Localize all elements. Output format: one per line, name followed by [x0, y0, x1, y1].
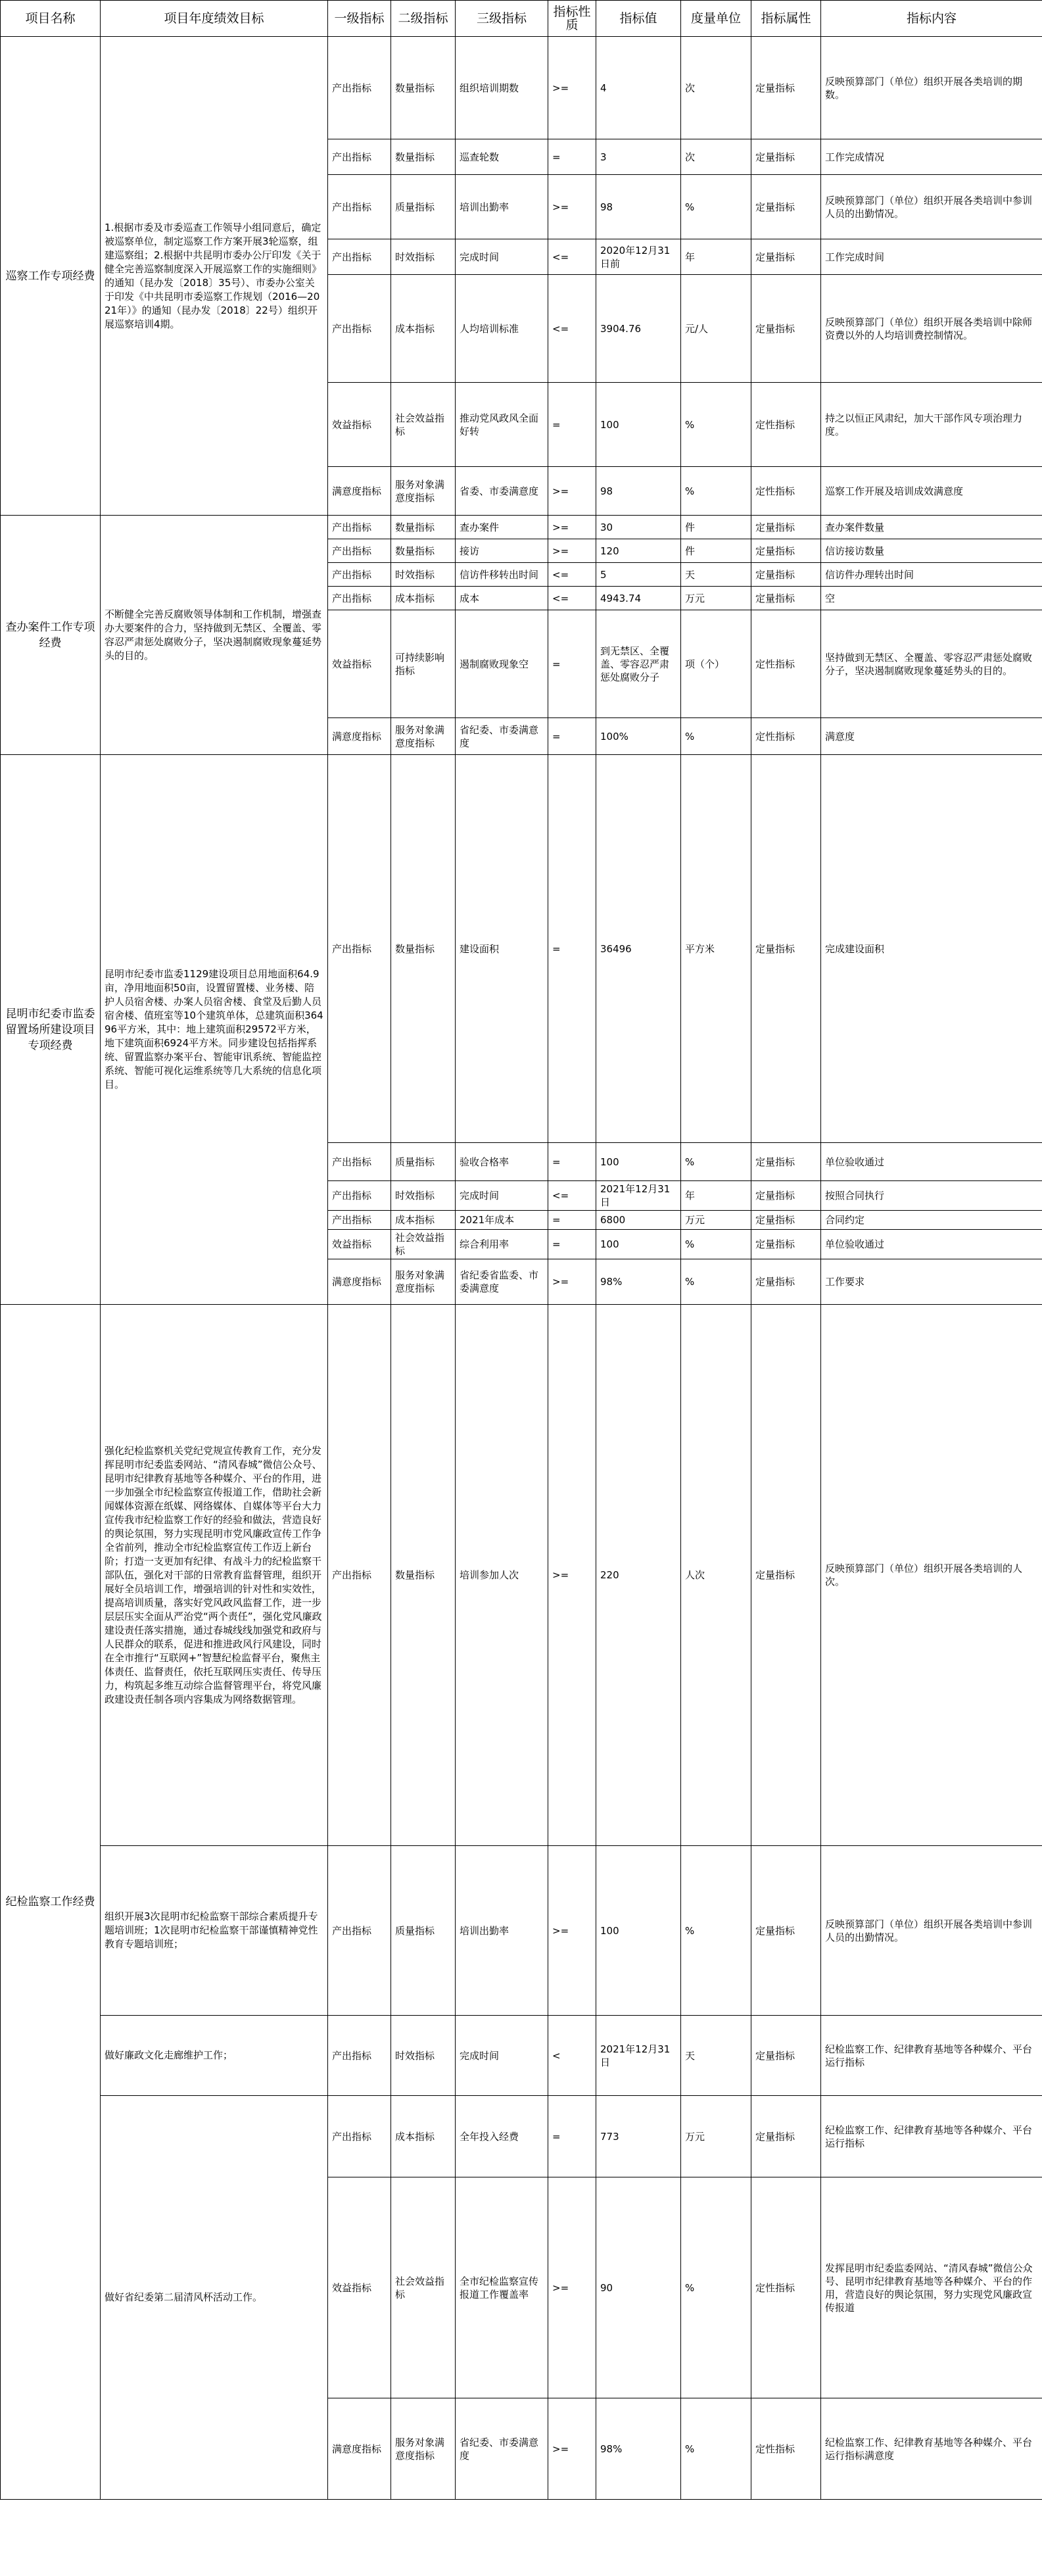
indicator-content: 单位验收通过	[821, 1230, 1042, 1259]
indicator-attribute: 定量指标	[751, 275, 821, 383]
indicator-attribute: 定性指标	[751, 2177, 821, 2398]
measure-unit: %	[681, 383, 751, 467]
level1-indicator: 满意度指标	[328, 1259, 391, 1305]
indicator-value: 100%	[596, 718, 681, 755]
indicator-nature: =	[548, 755, 596, 1143]
level3-indicator: 省委、市委满意度	[456, 467, 548, 516]
level2-indicator: 服务对象满意度指标	[391, 2398, 456, 2500]
indicator-nature: =	[548, 1143, 596, 1181]
indicator-attribute: 定量指标	[751, 2096, 821, 2177]
indicator-content: 巡察工作开展及培训成效满意度	[821, 467, 1042, 516]
measure-unit: 人次	[681, 1305, 751, 1846]
indicator-attribute: 定量指标	[751, 1211, 821, 1230]
indicator-nature: <=	[548, 239, 596, 275]
indicator-value: 5	[596, 563, 681, 587]
level3-indicator: 查办案件	[456, 516, 548, 539]
indicator-attribute: 定性指标	[751, 718, 821, 755]
indicator-value: 4943.74	[596, 587, 681, 610]
table-row	[1, 2016, 1042, 2096]
level3-indicator: 2021年成本	[456, 1211, 548, 1230]
indicator-nature: >=	[548, 467, 596, 516]
level3-indicator: 建设面积	[456, 755, 548, 1143]
level2-indicator: 时效指标	[391, 239, 456, 275]
level1-indicator: 满意度指标	[328, 718, 391, 755]
header-value: 指标值	[596, 1, 681, 37]
indicator-nature: >=	[548, 37, 596, 139]
indicator-content: 坚持做到无禁区、全覆盖、零容忍严肃惩处腐败分子，坚决遏制腐败现象蔓延势头的目的。	[821, 610, 1042, 718]
level2-indicator: 服务对象满意度指标	[391, 718, 456, 755]
indicator-value: 2021年12月31日	[596, 1181, 681, 1211]
indicator-value: 到无禁区、全覆盖、零容忍严肃惩处腐败分子	[596, 610, 681, 718]
measure-unit: %	[681, 1230, 751, 1259]
header-project-name: 项目名称	[1, 1, 101, 37]
table-row	[1, 1846, 1042, 2016]
indicator-content: 查办案件数量	[821, 516, 1042, 539]
level2-indicator: 社会效益指标	[391, 2177, 456, 2398]
indicator-nature: >=	[548, 175, 596, 239]
indicator-attribute: 定量指标	[751, 587, 821, 610]
level2-indicator: 质量指标	[391, 1143, 456, 1181]
indicator-value: 30	[596, 516, 681, 539]
level1-indicator: 产出指标	[328, 1305, 391, 1846]
level2-indicator: 成本指标	[391, 275, 456, 383]
project-goal: 做好廉政文化走廊维护工作；	[101, 2016, 328, 2096]
indicator-nature: =	[548, 383, 596, 467]
level2-indicator: 服务对象满意度指标	[391, 1259, 456, 1305]
measure-unit: %	[681, 2177, 751, 2398]
level1-indicator: 产出指标	[328, 1143, 391, 1181]
level1-indicator: 产出指标	[328, 1181, 391, 1211]
project-goal: 组织开展3次昆明市纪检监察干部综合素质提升专题培训班；1次昆明市纪检监察干部谨慎精神党性教育专题培训班；	[101, 1846, 328, 2016]
level3-indicator: 人均培训标准	[456, 275, 548, 383]
indicator-value: 4	[596, 37, 681, 139]
header-level1: 一级指标	[328, 1, 391, 37]
indicator-content: 满意度	[821, 718, 1042, 755]
header-annual-goal: 项目年度绩效目标	[101, 1, 328, 37]
level3-indicator: 培训出勤率	[456, 1846, 548, 2016]
level3-indicator: 推动党风政风全面好转	[456, 383, 548, 467]
header-content: 指标内容	[821, 1, 1042, 37]
level3-indicator: 完成时间	[456, 239, 548, 275]
indicator-content: 持之以恒正风肃纪，加大干部作风专项治理力度。	[821, 383, 1042, 467]
indicator-nature: =	[548, 2096, 596, 2177]
indicator-nature: <=	[548, 1181, 596, 1211]
level2-indicator: 成本指标	[391, 1211, 456, 1230]
level3-indicator: 省纪委省监委、市委满意度	[456, 1259, 548, 1305]
indicator-content: 合同约定	[821, 1211, 1042, 1230]
project-goal: 不断健全完善反腐败领导体制和工作机制，增强查办大要案件的合力，坚持做到无禁区、全覆盖、零容忍严肃惩处腐败分子，坚决遏制腐败现象蔓延势头的目的。	[101, 516, 328, 755]
level3-indicator: 省纪委、市委满意度	[456, 718, 548, 755]
level1-indicator: 效益指标	[328, 610, 391, 718]
indicator-content: 信访件办理转出时间	[821, 563, 1042, 587]
table-row	[1, 516, 1042, 539]
level3-indicator: 培训出勤率	[456, 175, 548, 239]
level2-indicator: 成本指标	[391, 2096, 456, 2177]
header-unit: 度量单位	[681, 1, 751, 37]
level1-indicator: 产出指标	[328, 1846, 391, 2016]
header-nature: 指标性质	[548, 1, 596, 37]
indicator-nature: <	[548, 2016, 596, 2096]
header-level2: 二级指标	[391, 1, 456, 37]
indicator-attribute: 定量指标	[751, 516, 821, 539]
level3-indicator: 完成时间	[456, 2016, 548, 2096]
level1-indicator: 满意度指标	[328, 467, 391, 516]
indicator-attribute: 定量指标	[751, 1846, 821, 2016]
level2-indicator: 服务对象满意度指标	[391, 467, 456, 516]
level2-indicator: 成本指标	[391, 587, 456, 610]
indicator-attribute: 定量指标	[751, 239, 821, 275]
measure-unit: 次	[681, 37, 751, 139]
indicator-attribute: 定性指标	[751, 2398, 821, 2500]
measure-unit: 次	[681, 139, 751, 175]
indicator-value: 3904.76	[596, 275, 681, 383]
measure-unit: %	[681, 467, 751, 516]
indicator-content: 反映预算部门（单位）组织开展各类培训中参训人员的出勤情况。	[821, 175, 1042, 239]
indicator-attribute: 定量指标	[751, 1305, 821, 1846]
indicator-value: 100	[596, 383, 681, 467]
level2-indicator: 数量指标	[391, 539, 456, 563]
header-level3: 三级指标	[456, 1, 548, 37]
indicator-content: 工作要求	[821, 1259, 1042, 1305]
indicator-content: 反映预算部门（单位）组织开展各类培训的人次。	[821, 1305, 1042, 1846]
table-row	[1, 2096, 1042, 2177]
indicator-content: 单位验收通过	[821, 1143, 1042, 1181]
level1-indicator: 产出指标	[328, 755, 391, 1143]
level2-indicator: 社会效益指标	[391, 383, 456, 467]
level3-indicator: 巡查轮数	[456, 139, 548, 175]
level1-indicator: 满意度指标	[328, 2398, 391, 2500]
indicator-content: 信访接访数量	[821, 539, 1042, 563]
indicator-value: 98%	[596, 2398, 681, 2500]
indicator-content: 工作完成时间	[821, 239, 1042, 275]
indicator-attribute: 定量指标	[751, 1259, 821, 1305]
level1-indicator: 产出指标	[328, 175, 391, 239]
level2-indicator: 可持续影响指标	[391, 610, 456, 718]
level1-indicator: 产出指标	[328, 2016, 391, 2096]
indicator-nature: <=	[548, 275, 596, 383]
header-row	[1, 1, 1042, 37]
indicator-attribute: 定量指标	[751, 1143, 821, 1181]
indicator-attribute: 定量指标	[751, 563, 821, 587]
level1-indicator: 产出指标	[328, 139, 391, 175]
level2-indicator: 社会效益指标	[391, 1230, 456, 1259]
indicator-attribute: 定性指标	[751, 383, 821, 467]
indicator-content: 发挥昆明市纪委监委网站、“清风春城”微信公众号、昆明市纪律教育基地等各种媒介、平台的作用，营造良好的舆论氛围，努力实现党风廉政宣传报道	[821, 2177, 1042, 2398]
indicator-nature: =	[548, 139, 596, 175]
project-goal: 1.根据市委及市委巡查工作领导小组同意后，确定被巡察单位，制定巡察工作方案开展3轮巡察，组建巡察组；2.根据中共昆明市委办公厅印发《关于健全完善巡察制度深入开展巡察工作的实施细则》的通知（昆办发〔2018〕35号）、市委办公室关于印发《中共昆明市委巡察工作规划（2016—2021年）》的通知（昆办发〔2018〕22号）组织开展巡察培训4期。	[101, 37, 328, 516]
indicator-content: 空	[821, 587, 1042, 610]
indicator-nature: =	[548, 1230, 596, 1259]
level3-indicator: 完成时间	[456, 1181, 548, 1211]
indicator-attribute: 定量指标	[751, 2016, 821, 2096]
indicator-value: 120	[596, 539, 681, 563]
level1-indicator: 产出指标	[328, 587, 391, 610]
indicator-value: 3	[596, 139, 681, 175]
measure-unit: 天	[681, 2016, 751, 2096]
level3-indicator: 培训参加人次	[456, 1305, 548, 1846]
indicator-attribute: 定量指标	[751, 1230, 821, 1259]
table-row	[1, 37, 1042, 139]
indicator-nature: >=	[548, 1846, 596, 2016]
indicator-value: 6800	[596, 1211, 681, 1230]
table-body	[1, 37, 1042, 2500]
measure-unit: %	[681, 1143, 751, 1181]
indicator-content: 工作完成情况	[821, 139, 1042, 175]
level3-indicator: 接访	[456, 539, 548, 563]
measure-unit: 件	[681, 516, 751, 539]
level3-indicator: 组织培训期数	[456, 37, 548, 139]
indicator-nature: >=	[548, 1259, 596, 1305]
level3-indicator: 验收合格率	[456, 1143, 548, 1181]
indicator-nature: >=	[548, 2398, 596, 2500]
indicator-value: 98	[596, 467, 681, 516]
indicator-value: 98	[596, 175, 681, 239]
level1-indicator: 产出指标	[328, 539, 391, 563]
project-name: 巡察工作专项经费	[1, 37, 101, 516]
level1-indicator: 产出指标	[328, 1211, 391, 1230]
indicator-value: 2020年12月31日前	[596, 239, 681, 275]
indicator-value: 220	[596, 1305, 681, 1846]
level1-indicator: 产出指标	[328, 37, 391, 139]
measure-unit: %	[681, 1846, 751, 2016]
level2-indicator: 时效指标	[391, 2016, 456, 2096]
project-name: 纪检监察工作经费	[1, 1305, 101, 2500]
indicator-nature: <=	[548, 587, 596, 610]
indicator-content: 按照合同执行	[821, 1181, 1042, 1211]
indicator-nature: >=	[548, 539, 596, 563]
project-goal: 强化纪检监察机关党纪党规宣传教育工作，充分发挥昆明市纪委监委网站、“清风春城”微信公众号、昆明市纪律教育基地等各种媒介、平台的作用，进一步加强全市纪检监察宣传报道工作，借助社会新闻媒体资源在纸媒、网络媒体、自媒体等平台大力宣传我市纪检监察工作好的经验和做法，营造良好的舆论氛围，努力实现昆明市党风廉政宣传工作争全省前列，推动全市纪检监察宣传工作迈上新台阶；打造一支更加有纪律、有战斗力的纪检监察干部队伍，强化对干部的日常教育监督管理，组织开展好全员培训工作，增强培训的针对性和实效性，提高培训质量，落实好党风政风监督工作，进一步层层压实全面从严治党“两个责任”，强化党风廉政建设责任落实措施，通过春城线线加强党和政府与人民群众的联系，促进和推进政风行风建设，同时在全市推行“互联网+”智慧纪检监督平台，聚焦主体责任、监督责任，依托互联网压实责任、传导压力，构筑起多维互动综合监督管理平台，将党风廉政建设责任制各项内容集成为网络数据管理。	[101, 1305, 328, 1846]
indicator-attribute: 定量指标	[751, 1181, 821, 1211]
indicator-attribute: 定量指标	[751, 755, 821, 1143]
project-name: 昆明市纪委市监委留置场所建设项目专项经费	[1, 755, 101, 1305]
level2-indicator: 数量指标	[391, 37, 456, 139]
table-row	[1, 755, 1042, 1143]
level2-indicator: 时效指标	[391, 1181, 456, 1211]
measure-unit: %	[681, 175, 751, 239]
indicator-nature: =	[548, 718, 596, 755]
indicator-attribute: 定量指标	[751, 175, 821, 239]
level2-indicator: 时效指标	[391, 563, 456, 587]
measure-unit: %	[681, 1259, 751, 1305]
indicator-value: 100	[596, 1846, 681, 2016]
level1-indicator: 产出指标	[328, 239, 391, 275]
measure-unit: 万元	[681, 2096, 751, 2177]
indicator-value: 100	[596, 1143, 681, 1181]
measure-unit: 项（个）	[681, 610, 751, 718]
level3-indicator: 信访件移转出时间	[456, 563, 548, 587]
level1-indicator: 效益指标	[328, 383, 391, 467]
indicator-value: 100	[596, 1230, 681, 1259]
level2-indicator: 质量指标	[391, 175, 456, 239]
level2-indicator: 数量指标	[391, 755, 456, 1143]
indicator-nature: =	[548, 1211, 596, 1230]
level3-indicator: 全市纪检监察宣传报道工作覆盖率	[456, 2177, 548, 2398]
indicator-attribute: 定量指标	[751, 37, 821, 139]
indicator-value: 36496	[596, 755, 681, 1143]
level3-indicator: 综合利用率	[456, 1230, 548, 1259]
indicator-value: 2021年12月31日	[596, 2016, 681, 2096]
indicator-attribute: 定量指标	[751, 139, 821, 175]
level1-indicator: 产出指标	[328, 275, 391, 383]
indicator-nature: >=	[548, 1305, 596, 1846]
level1-indicator: 效益指标	[328, 2177, 391, 2398]
measure-unit: %	[681, 718, 751, 755]
measure-unit: 万元	[681, 1211, 751, 1230]
indicator-nature: =	[548, 610, 596, 718]
indicator-nature: >=	[548, 516, 596, 539]
project-goal: 昆明市纪委市监委1129建设项目总用地面积64.9亩，净用地面积50亩，设置留置楼、业务楼、陪护人员宿舍楼、办案人员宿舍楼、食堂及后勤人员宿舍楼、值班室等10个建筑单体，总建筑面积36496平方米，其中：地上建筑面积29572平方米，地下建筑面积6924平方米。同步建设包括指挥系统、留置监察办案平台、智能审讯系统、智能监控系统、智能可视化运维系统等几大系统的信息化项目。	[101, 755, 328, 1305]
indicator-content: 反映预算部门（单位）组织开展各类培训的期数。	[821, 37, 1042, 139]
indicator-attribute: 定性指标	[751, 467, 821, 516]
level2-indicator: 数量指标	[391, 139, 456, 175]
measure-unit: 万元	[681, 587, 751, 610]
level1-indicator: 产出指标	[328, 563, 391, 587]
indicator-content: 反映预算部门（单位）组织开展各类培训中参训人员的出勤情况。	[821, 1846, 1042, 2016]
indicator-content: 纪检监察工作、纪律教育基地等各种媒介、平台运行指标	[821, 2096, 1042, 2177]
indicator-value: 773	[596, 2096, 681, 2177]
project-name: 查办案件工作专项经费	[1, 516, 101, 755]
measure-unit: 平方米	[681, 755, 751, 1143]
indicator-content: 纪检监察工作、纪律教育基地等各种媒介、平台运行指标满意度	[821, 2398, 1042, 2500]
level2-indicator: 数量指标	[391, 516, 456, 539]
level3-indicator: 遏制腐败现象空	[456, 610, 548, 718]
measure-unit: 天	[681, 563, 751, 587]
table-row	[1, 1305, 1042, 1846]
measure-unit: 年	[681, 1181, 751, 1211]
indicator-value: 90	[596, 2177, 681, 2398]
header-attribute: 指标属性	[751, 1, 821, 37]
indicator-nature: <=	[548, 563, 596, 587]
level2-indicator: 质量指标	[391, 1846, 456, 2016]
level2-indicator: 数量指标	[391, 1305, 456, 1846]
indicator-nature: >=	[548, 2177, 596, 2398]
measure-unit: 件	[681, 539, 751, 563]
level3-indicator: 成本	[456, 587, 548, 610]
level1-indicator: 产出指标	[328, 516, 391, 539]
measure-unit: 元/人	[681, 275, 751, 383]
level1-indicator: 效益指标	[328, 1230, 391, 1259]
indicator-attribute: 定量指标	[751, 539, 821, 563]
level1-indicator: 产出指标	[328, 2096, 391, 2177]
measure-unit: 年	[681, 239, 751, 275]
measure-unit: %	[681, 2398, 751, 2500]
project-goal: 做好省纪委第二届清风杯活动工作。	[101, 2096, 328, 2500]
level3-indicator: 全年投入经费	[456, 2096, 548, 2177]
level3-indicator: 省纪委、市委满意度	[456, 2398, 548, 2500]
indicator-content: 纪检监察工作、纪律教育基地等各种媒介、平台运行指标	[821, 2016, 1042, 2096]
indicator-content: 反映预算部门（单位）组织开展各类培训中除师资费以外的人均培训费控制情况。	[821, 275, 1042, 383]
indicator-attribute: 定性指标	[751, 610, 821, 718]
indicator-value: 98%	[596, 1259, 681, 1305]
indicator-content: 完成建设面积	[821, 755, 1042, 1143]
